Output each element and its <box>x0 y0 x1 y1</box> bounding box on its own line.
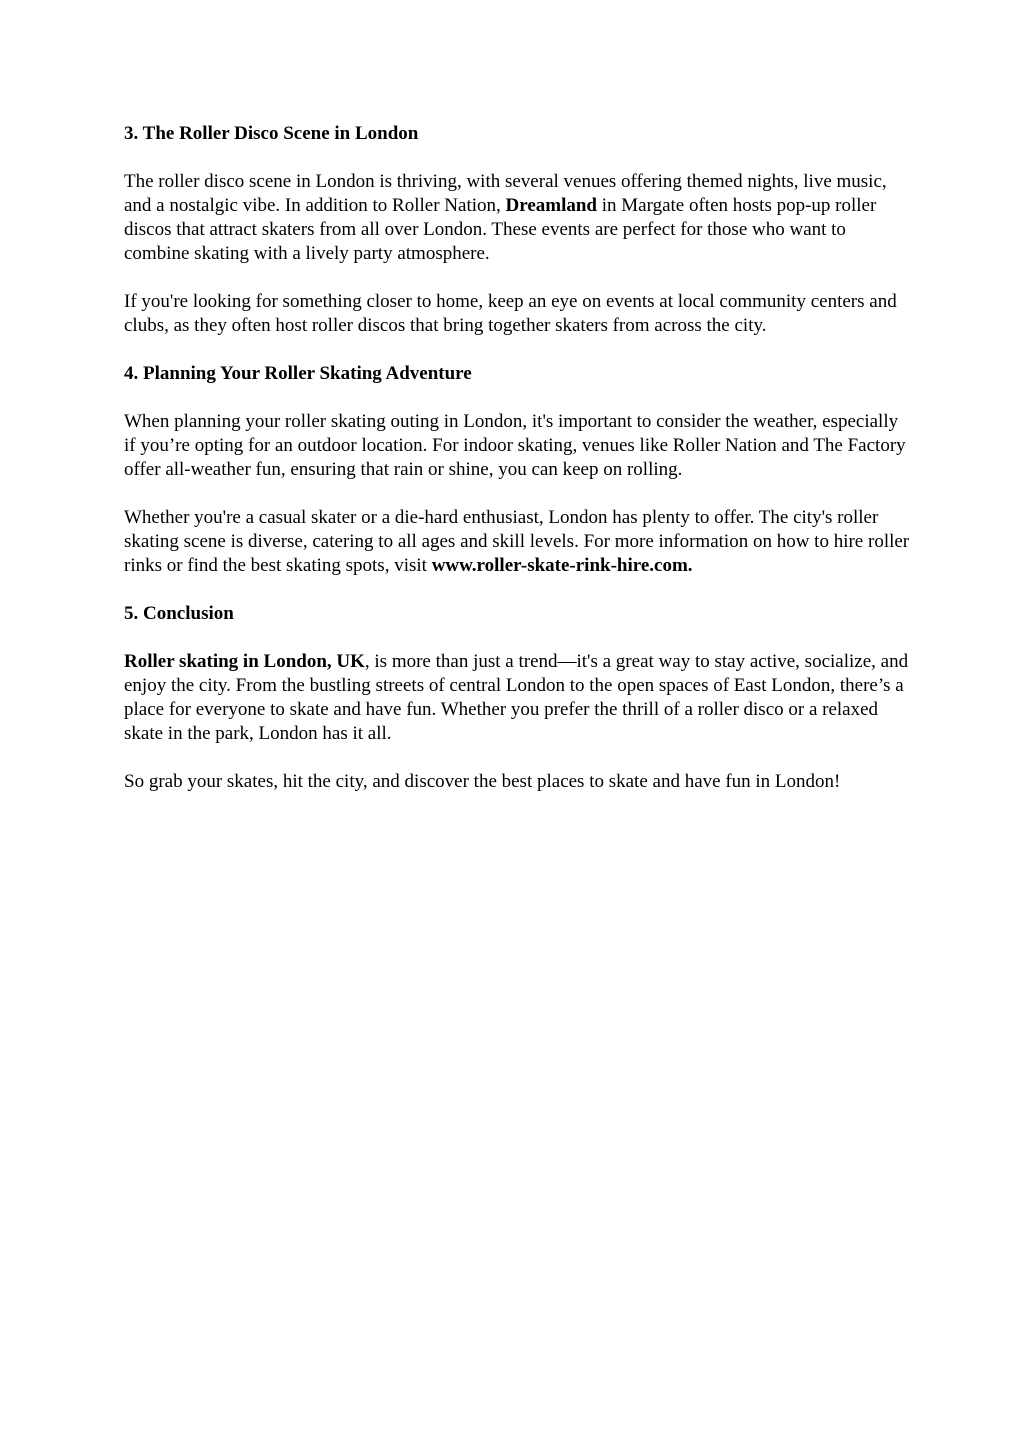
paragraph-more-info <box>124 506 914 578</box>
section-heading-conclusion: 5. Conclusion <box>124 603 234 624</box>
document-page <box>124 122 914 818</box>
paragraph-text: The roller disco scene in London is thriving, with several venues offering themed nights, live music, and a nostalgic vibe. In addition to Roller Nation, <box>124 171 887 216</box>
paragraph-local-events: If you're looking for something closer to home, keep an eye on events at local community centers and clubs, as they often host roller discos that bring together skaters from across the city. <box>124 291 897 336</box>
paragraph-closing: So grab your skates, hit the city, and discover the best places to skate and have fun in London! <box>124 771 841 792</box>
paragraph-text: , is more than just a trend—it's a great way to stay active, socialize, and enjoy the city. From the bustling streets of central London to the open spaces of East London, there’s a place for everyone to skate and have fun. Whether you prefer the thrill of a roller disco or a relaxed skate in the park, London has it all. <box>124 651 909 744</box>
section-heading-roller-disco: 3. The Roller Disco Scene in London <box>124 123 419 144</box>
website-link: www.roller-skate-rink-hire.com. <box>431 555 693 576</box>
paragraph-text: Whether you're a casual skater or a die-hard enthusiast, London has plenty to offer. The city's roller skating scene is diverse, catering to all ages and skill levels. For more information on how to hire roller rinks or find the best skating spots, visit <box>124 507 910 576</box>
bold-topic: Roller skating in London, UK <box>124 651 365 672</box>
paragraph-roller-disco-scene <box>124 170 914 266</box>
paragraph-conclusion <box>124 650 914 746</box>
bold-venue-name: Dreamland <box>505 195 597 216</box>
paragraph-weather: When planning your roller skating outing in London, it's important to consider the weather, especially if you’re opting for an outdoor location. For indoor skating, venues like Roller Nation and The Factory offer all-weather fun, ensuring that rain or shine, you can keep on rolling. <box>124 411 906 480</box>
paragraph-text: in Margate often hosts pop-up roller discos that attract skaters from all over London. These events are perfect for those who want to combine skating with a lively party atmosphere. <box>124 195 877 264</box>
section-heading-planning: 4. Planning Your Roller Skating Adventure <box>124 363 472 384</box>
